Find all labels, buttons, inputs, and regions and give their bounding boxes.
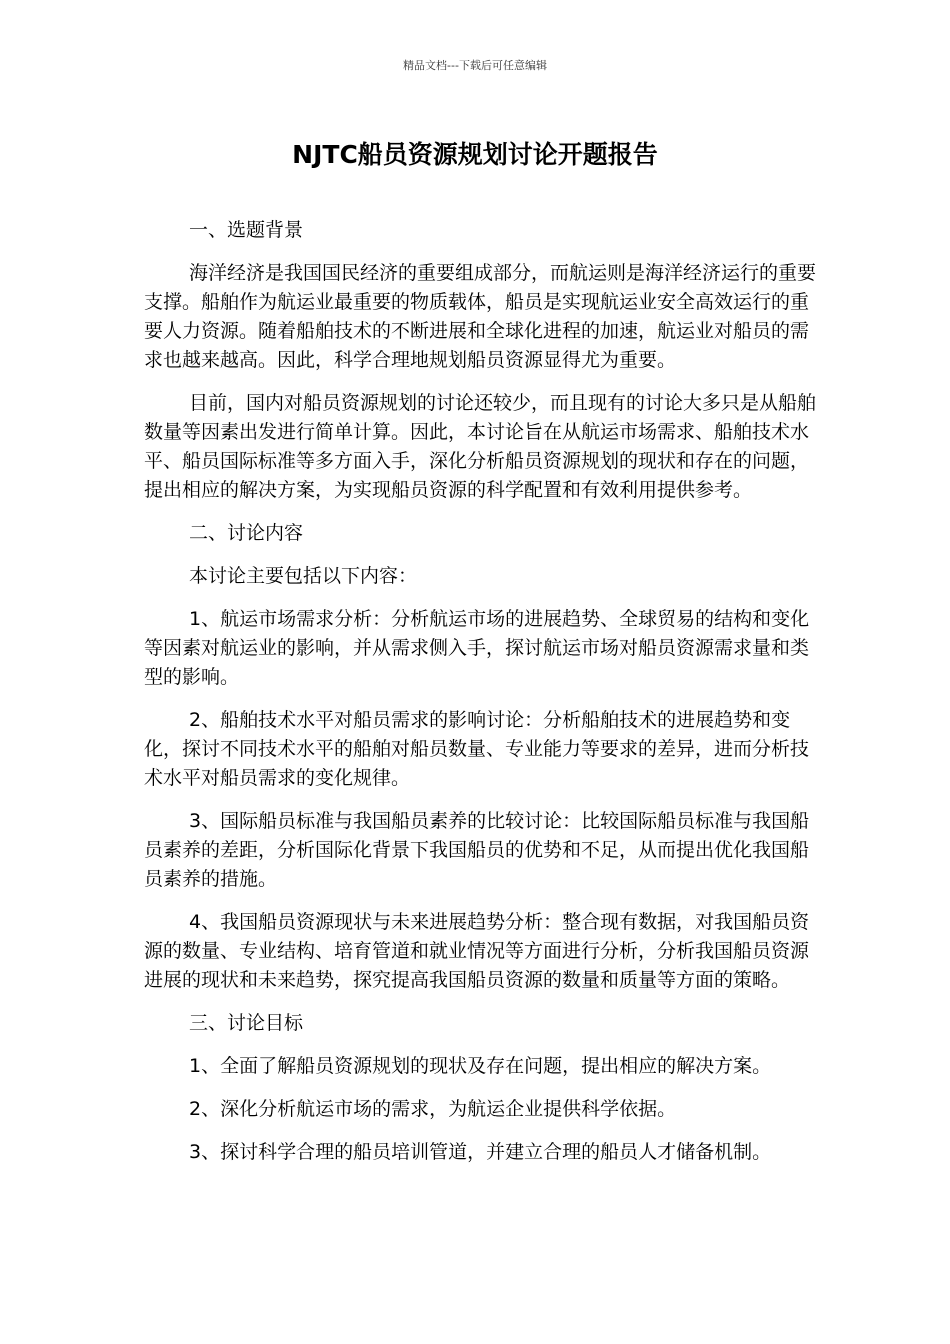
- paragraph: 海洋经济是我国国民经济的重要组成部分，而航运则是海洋经济运行的重要支撑。船舶作为航运业最重要的物质载体，船员是实现航运业安全高效运行的重要人力资源。随着船舶技术的不断进展和全球化进程的加速，航运业对船员的需求也越来越高。因此，科学合理地规划船员资源显得尤为重要。: [144, 262, 817, 371]
- list-item: 4、我国船员资源现状与未来进展趋势分析：整合现有数据，对我国船员资源的数量、专业结构、培育管道和就业情况等方面进行分析，分析我国船员资源进展的现状和未来趋势，探究提高我国船员资源的数量和质量等方面的策略。: [144, 911, 810, 991]
- list-item: 3、国际船员标准与我国船员素养的比较讨论：比较国际船员标准与我国船员素养的差距，分析国际化背景下我国船员的优势和不足，从而提出优化我国船员素养的措施。: [144, 810, 810, 890]
- document-title: NJTC船员资源规划讨论开题报告: [292, 140, 658, 169]
- list-item: 3、探讨科学合理的船员培训管道，并建立合理的船员人才储备机制。: [189, 1141, 772, 1163]
- list-item: 2、深化分析航运市场的需求，为航运企业提供科学依据。: [189, 1098, 677, 1120]
- list-item: 1、航运市场需求分析：分析航运市场的进展趋势、全球贸易的结构和变化等因素对航运业的影响，并从需求侧入手，探讨航运市场对船员资源需求量和类型的影响。: [144, 608, 810, 688]
- section-heading-background: 一、选题背景: [189, 219, 304, 241]
- section-heading-goals: 三、讨论目标: [189, 1012, 304, 1034]
- list-item: 2、船舶技术水平对船员需求的影响讨论：分析船舶技术的进展趋势和变化，探讨不同技术水平的船舶对船员数量、专业能力等要求的差异，进而分析技术水平对船员需求的变化规律。: [144, 709, 810, 789]
- paragraph: 目前，国内对船员资源规划的讨论还较少，而且现有的讨论大多只是从船舶数量等因素出发进行简单计算。因此，本讨论旨在从航运市场需求、船舶技术水平、船员国际标准等多方面入手，深化分析船员资源规划的现状和存在的问题，提出相应的解决方案，为实现船员资源的科学配置和有效利用提供参考。: [144, 392, 817, 501]
- document-body: [144, 216, 820, 1181]
- list-item: 1、全面了解船员资源规划的现状及存在问题，提出相应的解决方案。: [189, 1055, 772, 1077]
- paragraph: 本讨论主要包括以下内容：: [189, 565, 418, 587]
- section-heading-content: 二、讨论内容: [189, 522, 304, 544]
- header-note: 精品文档---下载后可任意编辑: [403, 59, 547, 72]
